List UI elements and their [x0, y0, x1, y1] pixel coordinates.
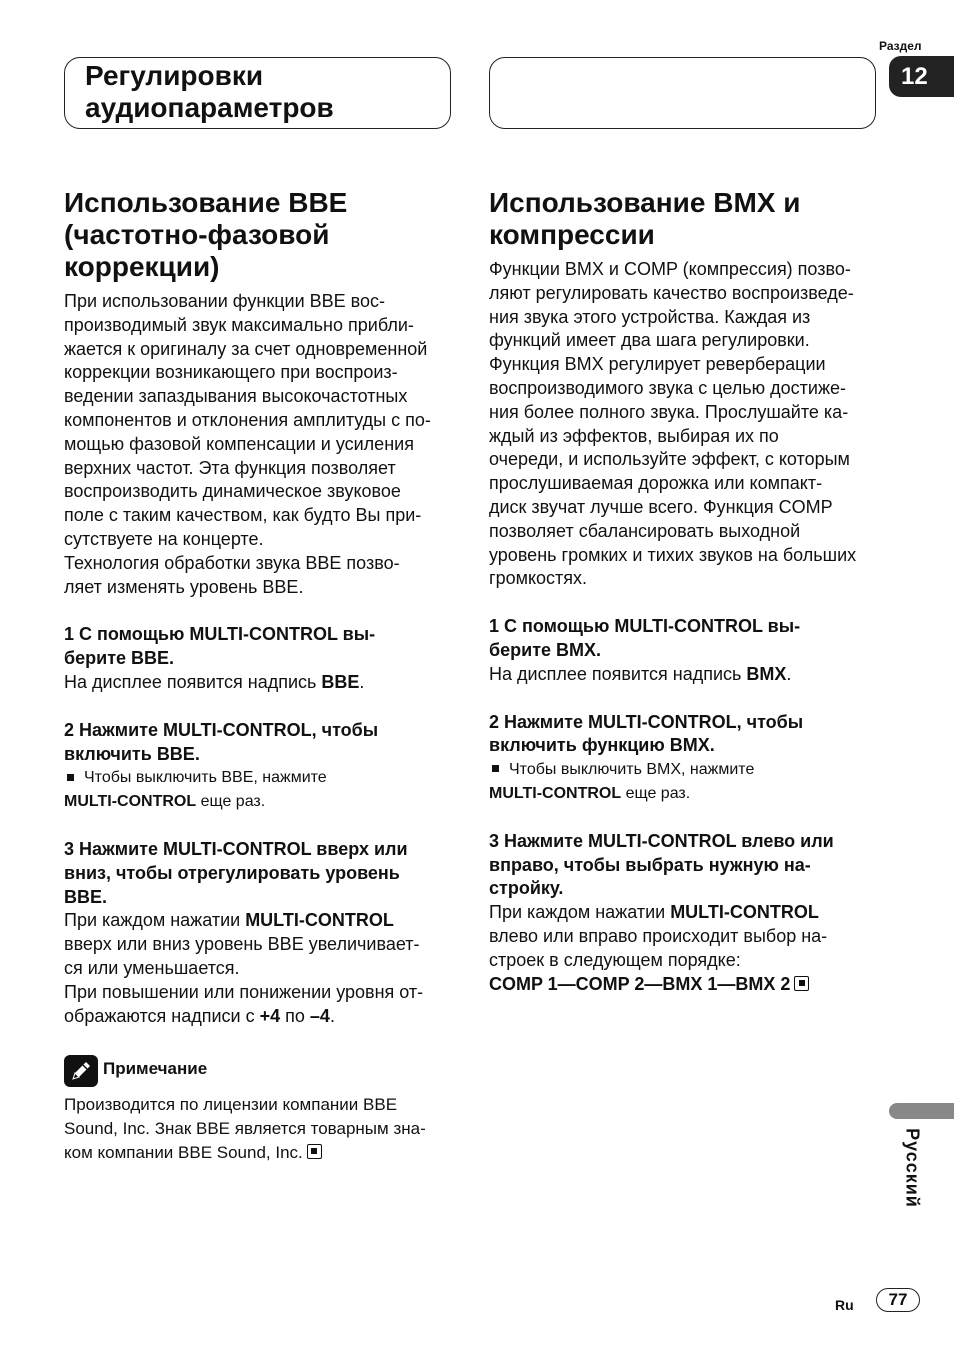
text-line: позволяет сбалансировать выходной [489, 520, 801, 541]
step-heading: BBE. [64, 886, 108, 907]
step-text: На дисплее появится надпись BBE. [64, 671, 365, 692]
display-label: BMX [746, 663, 787, 684]
text-span: еще раз. [196, 793, 266, 811]
note-text [64, 1093, 454, 1164]
text-span: ображаются надписи с [64, 1005, 260, 1026]
bmx-heading [489, 187, 879, 251]
text-line: Производится по лицензии компании BBE [64, 1095, 398, 1114]
bbe-heading-line3: коррекции) [64, 251, 220, 282]
bbe-step-2 [64, 719, 454, 814]
level-min: –4 [309, 1005, 330, 1026]
control-name: MULTI-CONTROL [670, 902, 819, 923]
chapter-title-box [64, 57, 451, 129]
text-line: влево или вправо происходит выбор на- [489, 925, 828, 946]
bbe-heading-line1: Использование BBE [64, 187, 348, 218]
text-line: уровень громких и тихих звуков на больших [489, 544, 857, 565]
text-span: При каждом нажатии [489, 902, 671, 923]
text-line: жается к оригиналу за счет одновременной [64, 338, 428, 359]
text-line: производимый звук максимально прибли- [64, 314, 414, 335]
level-max: +4 [259, 1005, 281, 1026]
bullet-item [489, 758, 879, 782]
text-span: по [280, 1005, 310, 1026]
text-span: Чтобы выключить BBE, нажмите [84, 769, 327, 787]
bmx-step-1 [489, 615, 879, 686]
step-heading: 1 С помощью MULTI-CONTROL вы- [64, 624, 376, 645]
bbe-intro [64, 290, 454, 599]
section-label: Раздел [879, 39, 922, 53]
text-line: ведении запаздывания высокочастотных [64, 386, 408, 407]
text-line: ждый из эффектов, выбирая их по [489, 425, 779, 446]
text-line: воспроизводить динамическое звуковое [64, 481, 401, 502]
text-line: Sound, Inc. Знак BBE является товарным зна- [64, 1118, 426, 1138]
bmx-heading-line2: компрессии [489, 219, 655, 250]
text-span: Чтобы выключить BMX, нажмите [509, 761, 755, 779]
text-line: мощью фазовой компенсации и усиления [64, 433, 414, 454]
bbe-step-3 [64, 838, 454, 1028]
step-heading: вправо, чтобы выбрать нужную на- [489, 854, 811, 875]
text-span: еще раз. [621, 784, 691, 802]
text-line: коррекции возникающего при воспроиз- [64, 362, 398, 383]
step-heading: включить функцию BMX. [489, 735, 715, 756]
text-line: строек в следующем порядке: [489, 949, 741, 970]
right-column [489, 187, 879, 996]
text-line: верхних частот. Эта функция позволяет [64, 457, 396, 478]
section-number-badge: 12 [889, 56, 954, 97]
bbe-heading-line2: (частотно-фазовой [64, 219, 330, 250]
bullet-continuation [64, 790, 454, 814]
step-text [489, 901, 879, 925]
step-heading: вниз, чтобы отрегулировать уровень [64, 862, 400, 883]
text-span: При каждом нажатии [64, 910, 246, 931]
bullet-icon [67, 774, 74, 781]
bullet-item [64, 766, 454, 790]
step-heading: 1 С помощью MULTI-CONTROL вы- [489, 616, 801, 637]
bbe-heading [64, 187, 454, 283]
step-heading: 3 Нажмите MULTI-CONTROL влево или [489, 830, 834, 851]
text-line: очереди, и используйте эффект, с которым [489, 449, 850, 470]
control-name: MULTI-CONTROL [245, 910, 394, 931]
chapter-title [85, 60, 334, 124]
control-name: MULTI-CONTROL [64, 793, 197, 811]
bmx-step-2 [489, 711, 879, 806]
bullet-continuation [489, 782, 879, 806]
text-line: ся или уменьшается. [64, 957, 240, 978]
page-number: 77 [876, 1288, 920, 1312]
bullet-icon [492, 765, 499, 772]
language-label: Русский [902, 1128, 923, 1208]
display-label: BBE [321, 671, 360, 692]
step-text: На дисплее появится надпись BMX. [489, 663, 792, 684]
mode-sequence: COMP 1—COMP 2—BMX 1—BMX 2 [489, 973, 791, 994]
text-line: вверх или вниз уровень BBE увеличивает- [64, 934, 420, 955]
text-line: ния более полного звука. Прослушайте ка- [489, 401, 849, 422]
step-heading: стройку. [489, 878, 564, 899]
text-line: громкостях. [489, 568, 588, 589]
language-tab [889, 1103, 954, 1119]
bmx-step-3 [489, 830, 879, 997]
text-line: функций имеет два шага регулировки. [489, 330, 810, 351]
text-line: Технология обработки звука BBE позво- [64, 552, 400, 573]
step-heading: 2 Нажмите MULTI-CONTROL, чтобы [489, 711, 804, 732]
text-line: воспроизводимого звука с целью достиже- [489, 377, 847, 398]
chapter-title-line1: Регулировки [85, 60, 264, 91]
text-line: ляет изменять уровень BBE. [64, 576, 304, 597]
text-line: ния звука этого устройства. Каждая из [489, 306, 811, 327]
control-name: MULTI-CONTROL [489, 784, 622, 802]
step-heading: берите BBE. [64, 648, 175, 669]
text-line: Функция BMX регулирует реверберации [489, 354, 826, 375]
pencil-icon [64, 1055, 98, 1087]
text-line: Функции BMX и COMP (компрессия) позво- [489, 259, 851, 279]
text-line: При повышении или понижении уровня от- [64, 981, 424, 1002]
text-line: поле с таким качеством, как будто Вы при- [64, 505, 422, 526]
step-heading: 3 Нажмите MULTI-CONTROL вверх или [64, 838, 408, 859]
bbe-step-1 [64, 623, 454, 694]
bmx-heading-line1: Использование BMX и [489, 187, 801, 218]
text-line: компонентов и отклонения амплитуды с по- [64, 409, 431, 430]
note-pencil-icon [64, 1055, 98, 1087]
text-span: ком компании BBE Sound, Inc. [64, 1142, 303, 1162]
note-title: Примечание [103, 1059, 208, 1078]
step-heading: 2 Нажмите MULTI-CONTROL, чтобы [64, 719, 379, 740]
text-line: ляют регулировать качество воспроизведе- [489, 282, 854, 303]
text-span: На дисплее появится надпись [64, 671, 322, 692]
chapter-title-line2: аудиопараметров [85, 92, 334, 123]
text-line [64, 1141, 454, 1165]
text-line: прослушиваемая дорожка или компакт- [489, 473, 823, 494]
step-text [64, 909, 454, 933]
left-column [64, 187, 454, 1028]
sequence-line [489, 973, 879, 997]
end-of-section-icon [794, 976, 809, 991]
text-span: На дисплее появится надпись [489, 663, 747, 684]
text-line: диск звучат лучше всего. Функция COMP [489, 496, 833, 517]
text-line: При использовании функции BBE вос- [64, 291, 386, 311]
empty-header-box [489, 57, 876, 129]
language-code: Ru [835, 1297, 854, 1313]
bmx-intro [489, 258, 879, 591]
step-heading: включить BBE. [64, 743, 200, 764]
end-of-section-icon [307, 1144, 322, 1159]
step-heading: берите BMX. [489, 639, 602, 660]
text-line: сутствуете на концерте. [64, 528, 264, 549]
step-text: ображаются надписи с +4 по –4. [64, 1005, 335, 1026]
